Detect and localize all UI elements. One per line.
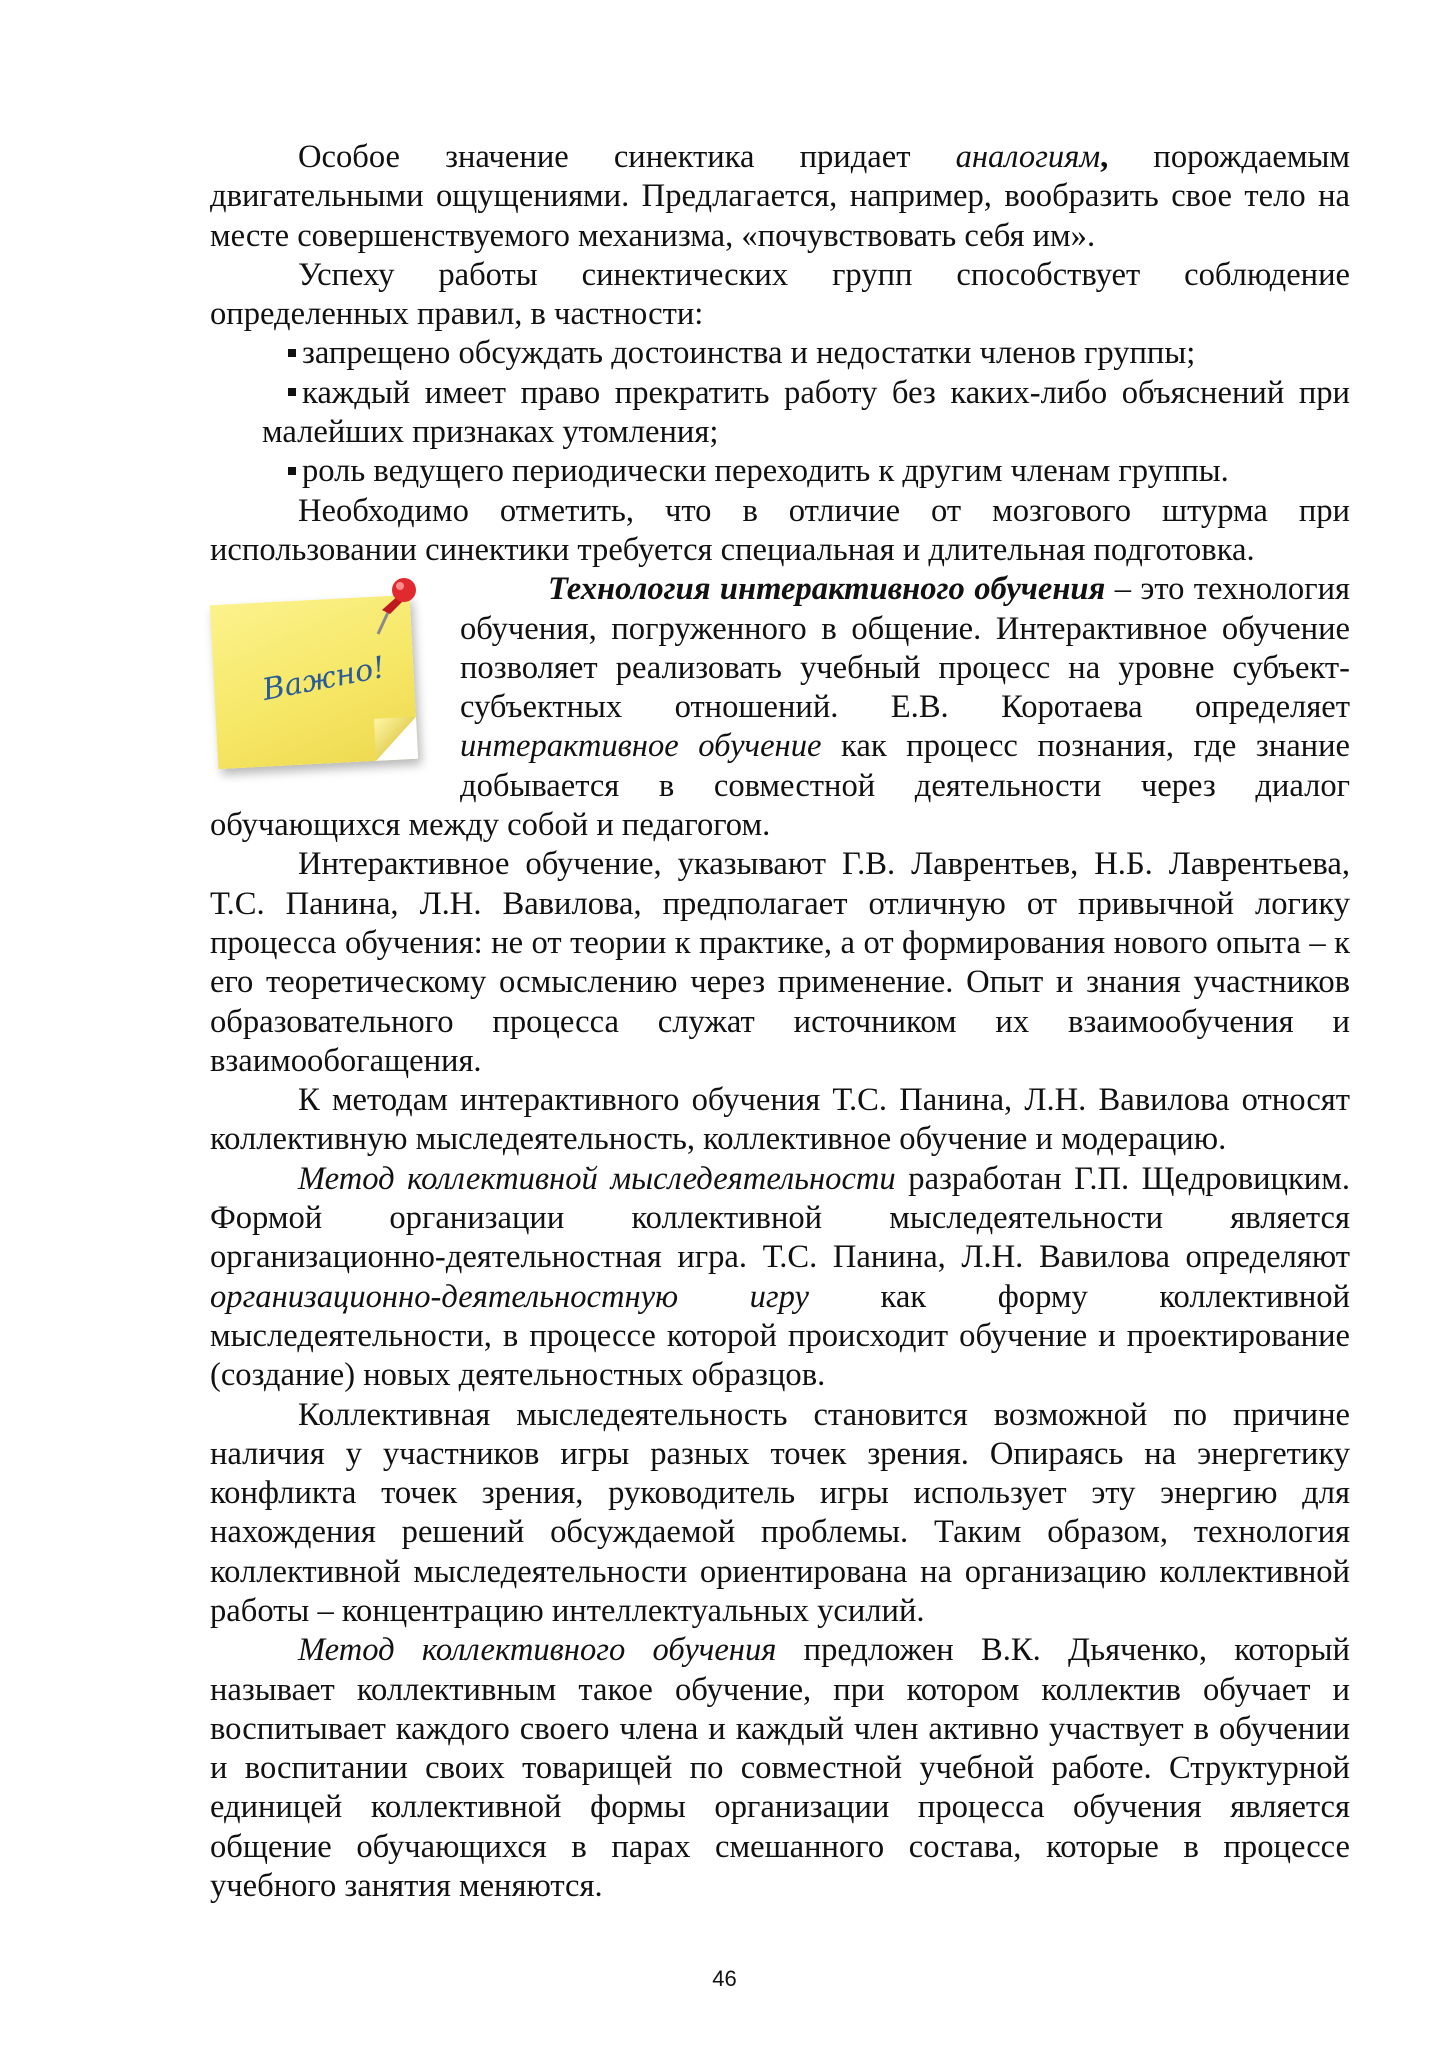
- rules-list: [210, 334, 1350, 491]
- paragraph-collective-thinking: Метод коллективной мыследеятельности разработан Г.П. Щедровицким. Формой организации коллективной мыследеятельности является организационно-деятельностная игра. Т.С. Панина, Л.Н. Вавилова определяют организационно-деятельностную игру как форму коллективной мыследеятельности, в процессе которой происходит обучение и проектирование (создание) новых деятельностных образцов.: [210, 1160, 1351, 1394]
- list-item: каждый имеет право прекратить работу без каких-либо объяснений при малейших признаках утомления;: [262, 374, 1350, 451]
- list-item: роль ведущего периодически переходить к другим членам группы.: [210, 452, 1350, 491]
- bullet-icon: [288, 349, 296, 357]
- paragraph-interactive-logic: Интерактивное обучение, указывают Г.В. Лаврентьев, Н.Б. Лаврентьева, Т.С. Панина, Л.Н. Вавилова, предполагает отличную от привычной логику процесса обучения: не от теории к практике, а от формирования нового опыта – к его теоретическому осмыслению через применение. Опыт и знания участников образовательного процесса служат источником их взаимообучения и взаимообогащения.: [210, 846, 1350, 1079]
- term-collective-learning: Метод коллективного обучения: [298, 1632, 777, 1669]
- paragraph-brainstorm-note: Необходимо отметить, что в отличие от мозгового штурма при использовании синектики требуется специальная и длительная подготовка.: [210, 492, 1350, 568]
- document-page: [210, 138, 1350, 1906]
- paragraph-collective-learning: Метод коллективного обучения предложен В.К. Дьяченко, который называет коллективным такое обучение, при котором коллектив обучает и воспитывает каждого своего члена и каждый член активно участвует в обучении и воспитании своих товарищей по совместной учебной работе. Структурной единицей коллективной формы организации процесса обучения является общение обучающихся в парах смешанного состава, которые в процессе учебного занятия меняются.: [210, 1632, 1350, 1905]
- paragraph-methods: К методам интерактивного обучения Т.С. Панина, Л.Н. Вавилова относят коллективную мыследеятельность, коллективное обучение и модерацию.: [210, 1082, 1350, 1158]
- paragraph-analogies: Особое значение синектика придает аналогиям, порождаемым двигательными ощущениями. Предлагается, например, вообразить свое тело на месте совершенствуемого механизма, «почувствовать себя им».: [210, 139, 1351, 254]
- term-interactive-learning: интерактивное обучение: [460, 728, 822, 765]
- bullet-icon: [288, 467, 296, 475]
- paragraph-interactive-learning: Технология интерактивного обучения – это технология обучения, погруженного в общение. Интерактивное обучение позволяет реализовать учебный процесс на уровне субъект-субъектных отношений. Е.В. Коротаева определяет интерактивное обучение как процесс познания, где знание добывается в совместной деятельности через диалог обучающихся между собой и педагогом.: [210, 571, 1350, 844]
- page-number: 46: [712, 1966, 737, 1991]
- term-organizational-game: организационно-деятельностную игру: [210, 1278, 809, 1315]
- term-collective-thinking: Метод коллективной мыследеятельности: [298, 1160, 896, 1197]
- list-item: запрещено обсуждать достоинства и недостатки членов группы;: [210, 334, 1350, 373]
- sticky-note-illustration: [210, 574, 440, 790]
- term-interactive-technology: Технология интерактивного обучения: [548, 571, 1106, 608]
- term-analogies: аналогиям: [955, 139, 1101, 175]
- sticky-note-label: Важно!: [259, 650, 388, 709]
- bullet-icon: [288, 388, 296, 396]
- pushpin-icon: [360, 574, 420, 644]
- paragraph-rules-intro: Успеху работы синектических групп способствует соблюдение определенных правил, в частности:: [210, 256, 1350, 333]
- paragraph-conflict-energy: Коллективная мыследеятельность становится возможной по причине наличия у участников игры разных точек зрения. Опираясь на энергетику конфликта точек зрения, руководитель игры использует эту энергию для нахождения решений обсуждаемой проблемы. Таким образом, технология коллективной мыследеятельности ориентирована на организацию коллективной работы – концентрацию интеллектуальных усилий.: [210, 1396, 1350, 1629]
